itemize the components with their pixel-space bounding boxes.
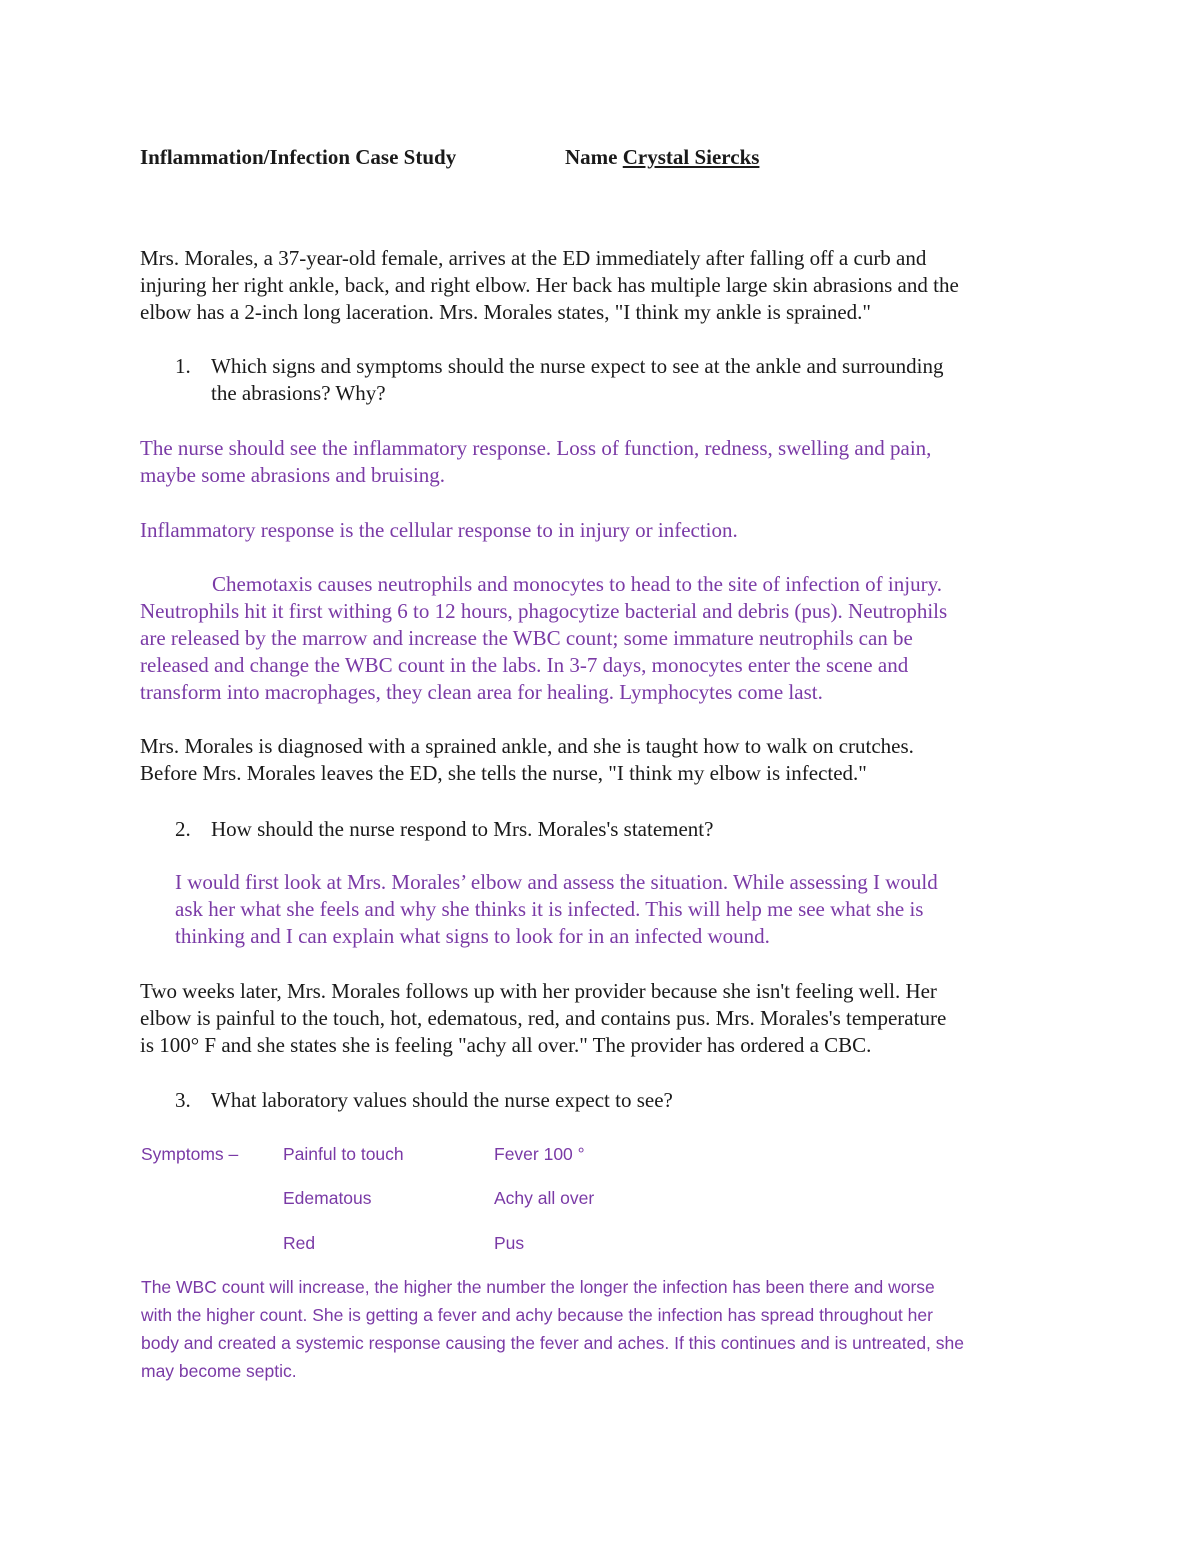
- answer-line: transform into macrophages, they clean area for healing. Lymphocytes come last.: [140, 680, 823, 704]
- answer-line: are released by the marrow and increase the WBC count; some immature neutrophils can be: [140, 626, 913, 650]
- symptom-item: Edematous: [283, 1188, 372, 1208]
- conclusion-paragraph: [141, 1273, 1076, 1385]
- question-line: Which signs and symptoms should the nurse expect to see at the ankle and surrounding: [211, 354, 944, 378]
- answer-line: The nurse should see the inflammatory response. Loss of function, redness, swelling and pain,: [140, 436, 932, 460]
- followup-paragraph: [140, 978, 1080, 1059]
- answer-line: I would first look at Mrs. Morales’ elbow and assess the situation. While assessing I would: [175, 870, 938, 894]
- symptom-item: Painful to touch: [283, 1144, 404, 1164]
- question-line: What laboratory values should the nurse expect to see?: [211, 1088, 673, 1112]
- name-field: [565, 144, 759, 171]
- answer-line: ask her what she feels and why she thinks it is infected. This will help me see what she is: [175, 897, 924, 921]
- question-1: [175, 353, 1055, 407]
- symptoms-label: Symptoms –: [141, 1144, 239, 1164]
- answer-line: Chemotaxis causes neutrophils and monocytes to head to the site of infection of injury.: [212, 572, 942, 596]
- conclusion-line: The WBC count will increase, the higher the number the longer the infection has been there and worse: [141, 1277, 935, 1297]
- question-number: 1.: [175, 354, 191, 378]
- question-number: 2.: [175, 817, 191, 841]
- question-line: How should the nurse respond to Mrs. Morales's statement?: [211, 817, 714, 841]
- symptom-item: Achy all over: [494, 1188, 595, 1208]
- diagnosis-paragraph: [140, 733, 1080, 787]
- body-line: elbow is painful to the touch, hot, edematous, red, and contains pus. Mrs. Morales's temperature: [140, 1006, 947, 1030]
- symptom-item: Red: [283, 1233, 316, 1253]
- answer-1-paragraph-2: Inflammatory response is the cellular response to in injury or infection.: [140, 518, 738, 542]
- name-label: Name: [565, 145, 618, 169]
- conclusion-line: body and created a systemic response causing the fever and aches. If this continues and is untreated, she: [141, 1333, 964, 1353]
- symptom-item: Fever 100 °: [494, 1144, 585, 1164]
- question-2: [175, 816, 1055, 843]
- question-number: 3.: [175, 1088, 191, 1112]
- intro-line: elbow has a 2-inch long laceration. Mrs. Morales states, "I think my ankle is sprained.": [140, 300, 871, 324]
- conclusion-line: may become septic.: [141, 1361, 297, 1381]
- answer-line: released and change the WBC count in the labs. In 3-7 days, monocytes enter the scene and: [140, 653, 909, 677]
- answer-line: thinking and I can explain what signs to look for in an infected wound.: [175, 924, 770, 948]
- intro-line: injuring her right ankle, back, and right elbow. Her back has multiple large skin abrasions and the: [140, 273, 959, 297]
- symptom-item: Pus: [494, 1233, 525, 1253]
- name-value: Crystal Siercks: [622, 145, 760, 169]
- answer-line: Neutrophils hit it first withing 6 to 12 hours, phagocytize bacterial and debris (pus). Neutrophils: [140, 599, 948, 623]
- answer-2: [175, 869, 1075, 950]
- intro-line: Mrs. Morales, a 37-year-old female, arrives at the ED immediately after falling off a curb and: [140, 246, 927, 270]
- body-line: Two weeks later, Mrs. Morales follows up with her provider because she isn't feeling well. Her: [140, 979, 937, 1003]
- intro-paragraph: [140, 245, 1080, 326]
- body-line: Mrs. Morales is diagnosed with a sprained ankle, and she is taught how to walk on crutches.: [140, 734, 914, 758]
- body-line: is 100° F and she states she is feeling "achy all over." The provider has ordered a CBC.: [140, 1033, 872, 1057]
- answer-1-paragraph-3: [140, 571, 1080, 706]
- question-3: [175, 1087, 1055, 1114]
- answer-1-paragraph-1: [140, 435, 1080, 489]
- body-line: Before Mrs. Morales leaves the ED, she tells the nurse, "I think my elbow is infected.": [140, 761, 867, 785]
- answer-line: maybe some abrasions and bruising.: [140, 463, 446, 487]
- document-title: Inflammation/Infection Case Study: [140, 145, 457, 169]
- question-line: the abrasions? Why?: [211, 381, 386, 405]
- conclusion-line: with the higher count. She is getting a fever and achy because the infection has spread throughout her: [141, 1305, 933, 1325]
